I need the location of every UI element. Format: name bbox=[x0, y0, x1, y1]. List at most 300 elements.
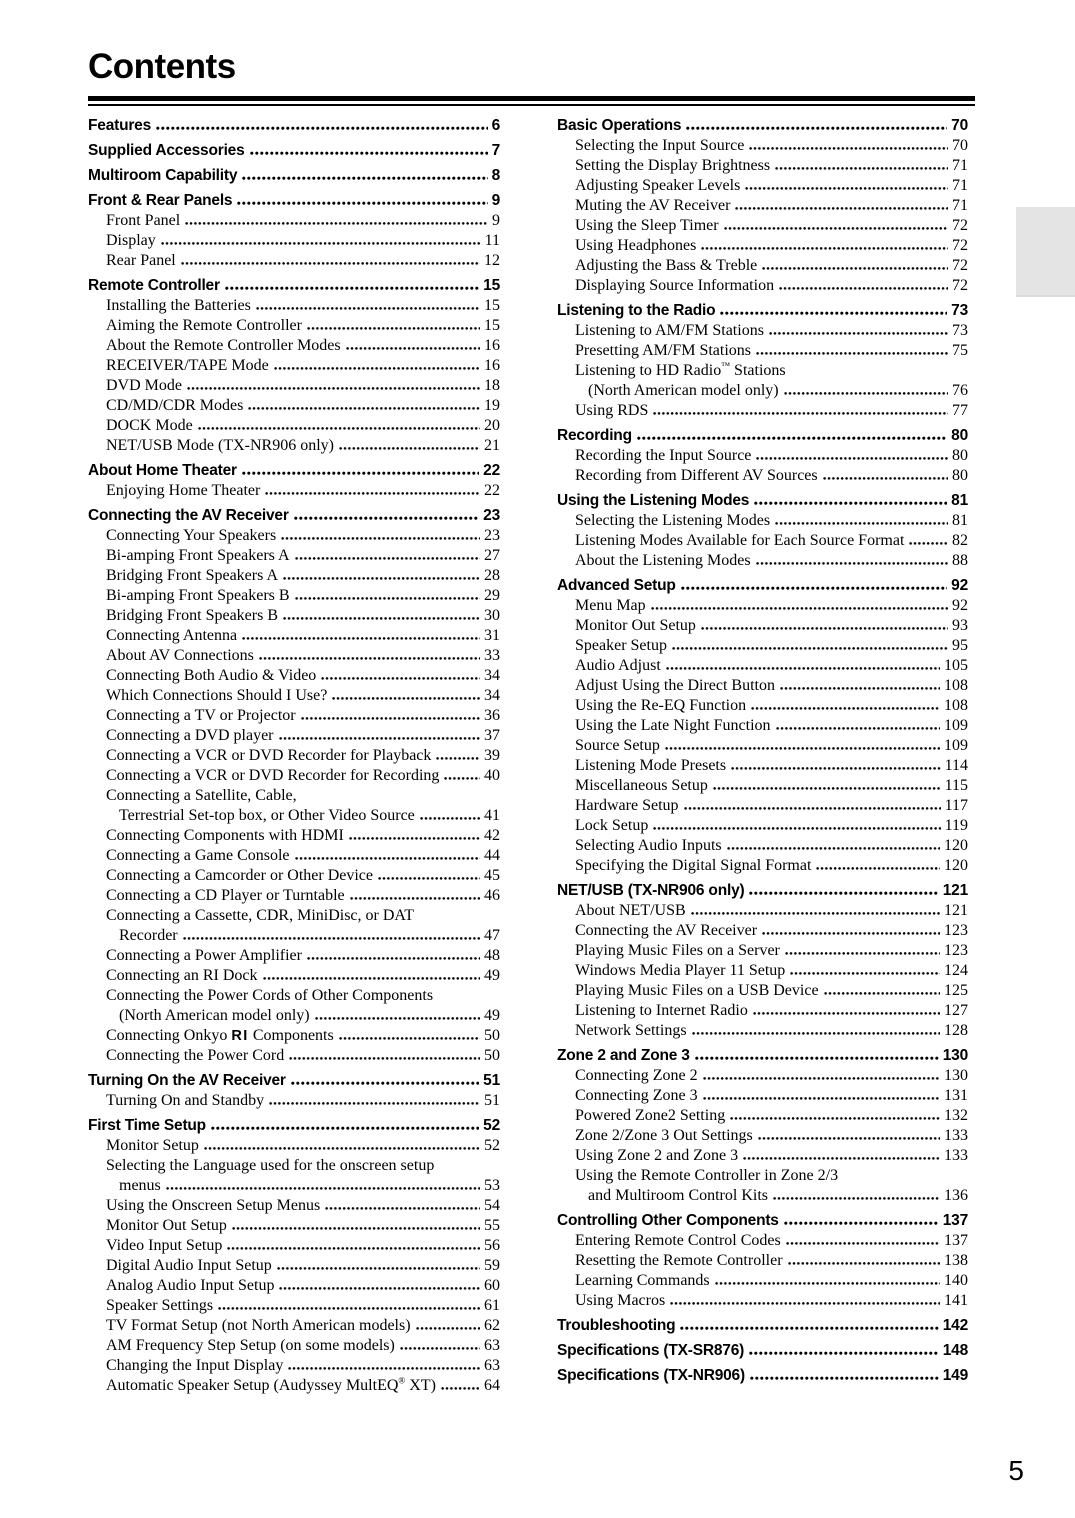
dot-leader bbox=[756, 561, 948, 565]
toc-entry-label: Lock Setup bbox=[575, 817, 649, 834]
toc-entry-label: Changing the Input Display bbox=[106, 1357, 284, 1374]
toc-section-heading-label: Turning On the AV Receiver bbox=[88, 1072, 286, 1089]
dot-leader bbox=[211, 1126, 479, 1130]
toc-entry bbox=[88, 966, 500, 986]
toc-entry-page: 93 bbox=[952, 617, 968, 634]
toc-entry-page: 125 bbox=[944, 982, 968, 999]
dot-leader bbox=[166, 1186, 480, 1190]
toc-entry-page: 44 bbox=[484, 847, 500, 864]
toc-entry bbox=[88, 1276, 500, 1296]
toc-entry-label: Connecting an RI Dock bbox=[106, 967, 258, 984]
toc-entry-label: Connecting Your Speakers bbox=[106, 527, 277, 544]
toc-entry-page: 64 bbox=[484, 1377, 500, 1394]
toc-entry-page: 81 bbox=[952, 512, 968, 529]
toc-entry-label: Using Macros bbox=[575, 1292, 666, 1309]
toc-entry-label: Displaying Source Information bbox=[575, 277, 775, 294]
dot-leader bbox=[332, 696, 480, 700]
dot-leader bbox=[198, 426, 480, 430]
toc-entry bbox=[557, 1106, 968, 1126]
dot-leader bbox=[204, 1146, 480, 1150]
dot-leader bbox=[790, 971, 940, 975]
toc-entry-page: 72 bbox=[952, 277, 968, 294]
dot-leader bbox=[681, 586, 948, 590]
toc-entry-label: Recording from Different AV Sources bbox=[575, 467, 818, 484]
toc-entry-page: 29 bbox=[484, 587, 500, 604]
toc-entry-page: 108 bbox=[944, 697, 968, 714]
toc-entry-page: 62 bbox=[484, 1317, 500, 1334]
toc-section-heading-label: Controlling Other Components bbox=[557, 1212, 779, 1229]
toc-entry-page: 117 bbox=[944, 797, 968, 814]
toc-section-heading-label: Zone 2 and Zone 3 bbox=[557, 1047, 690, 1064]
toc-section-heading bbox=[88, 276, 500, 296]
toc-entry bbox=[88, 666, 500, 686]
toc-entry-label: Analog Audio Input Setup bbox=[106, 1277, 275, 1294]
toc-section-heading-label: Specifications (TX-SR876) bbox=[557, 1342, 745, 1359]
toc-entry-label: Zone 2/Zone 3 Out Settings bbox=[575, 1127, 753, 1144]
toc-entry-page: 34 bbox=[484, 667, 500, 684]
toc-entry-label: Display bbox=[106, 232, 156, 249]
toc-entry-label: Playing Music Files on a Server bbox=[575, 942, 780, 959]
dot-leader bbox=[684, 806, 941, 810]
dot-leader bbox=[274, 366, 480, 370]
toc-entry bbox=[557, 616, 968, 636]
toc-entry-label: Selecting the Language used for the onscreen setup bbox=[106, 1157, 435, 1174]
toc-entry bbox=[557, 1251, 968, 1271]
toc-entry-continuation bbox=[88, 926, 500, 946]
dot-leader bbox=[250, 151, 488, 155]
toc-entry-continuation bbox=[88, 1176, 500, 1196]
dot-leader bbox=[301, 716, 480, 720]
dot-leader bbox=[816, 866, 940, 870]
toc-entry-label: Network Settings bbox=[575, 1022, 687, 1039]
toc-entry-label: Bridging Front Speakers B bbox=[106, 607, 278, 624]
dot-leader bbox=[695, 1056, 939, 1060]
toc-section-heading bbox=[88, 141, 500, 161]
dot-leader bbox=[780, 686, 940, 690]
toc-entry-label: Connecting a DVD player bbox=[106, 727, 274, 744]
toc-entry bbox=[88, 336, 500, 356]
dot-leader bbox=[637, 436, 947, 440]
toc-section bbox=[88, 1071, 500, 1111]
toc-section-heading-label: Basic Operations bbox=[557, 117, 682, 134]
toc-entry-label: TV Format Setup (not North American models) bbox=[106, 1317, 411, 1334]
toc-entry-label: Connecting Antenna bbox=[106, 627, 238, 644]
toc-entry-page: 50 bbox=[484, 1047, 500, 1064]
dot-leader bbox=[735, 206, 948, 210]
toc-entry-page: 63 bbox=[484, 1337, 500, 1354]
toc-entry-page: 114 bbox=[944, 757, 968, 774]
dot-leader bbox=[672, 646, 948, 650]
toc-section bbox=[557, 576, 968, 876]
toc-entry bbox=[557, 551, 968, 571]
title-rule-thin bbox=[88, 104, 975, 106]
toc-entry bbox=[88, 846, 500, 866]
toc-entry-label: Entering Remote Control Codes bbox=[575, 1232, 781, 1249]
toc-section-heading bbox=[557, 1366, 968, 1386]
toc-entry bbox=[88, 626, 500, 646]
toc-entry bbox=[557, 961, 968, 981]
toc-entry-page: 132 bbox=[944, 1107, 968, 1124]
toc-entry-continuation-page: 49 bbox=[484, 1007, 500, 1024]
toc-entry-label: DVD Mode bbox=[106, 377, 182, 394]
toc-section-heading-page: 7 bbox=[491, 142, 500, 159]
toc-section-heading-page: 22 bbox=[483, 462, 500, 479]
toc-entry-page: 71 bbox=[952, 157, 968, 174]
toc-section-heading-label: Remote Controller bbox=[88, 277, 220, 294]
dot-leader bbox=[416, 1326, 480, 1330]
dot-leader bbox=[283, 576, 480, 580]
toc-section-heading-label: Advanced Setup bbox=[557, 577, 676, 594]
dot-leader bbox=[701, 246, 948, 250]
toc-entry-label: Connecting Onkyo RI Components bbox=[106, 1027, 334, 1044]
toc-entry-page: 39 bbox=[484, 747, 500, 764]
toc-entry-label: Recording the Input Source bbox=[575, 447, 752, 464]
toc-section-heading-page: 121 bbox=[942, 882, 968, 899]
toc-section-heading-label: Recording bbox=[557, 427, 632, 444]
toc-entry bbox=[557, 816, 968, 836]
dot-leader bbox=[730, 1116, 940, 1120]
toc-entry-page: 31 bbox=[484, 627, 500, 644]
dot-leader bbox=[758, 1136, 940, 1140]
toc-entry-page: 92 bbox=[952, 597, 968, 614]
dot-leader bbox=[441, 1386, 480, 1390]
dot-leader bbox=[295, 856, 480, 860]
dot-leader bbox=[350, 896, 480, 900]
toc-section-heading-label: Features bbox=[88, 117, 152, 134]
dot-leader bbox=[653, 826, 940, 830]
toc-entry-label: Source Setup bbox=[575, 737, 660, 754]
toc-section-heading bbox=[557, 1316, 968, 1336]
toc-entry-page: 63 bbox=[484, 1357, 500, 1374]
dot-leader bbox=[185, 221, 488, 225]
toc-entry-page: 120 bbox=[944, 837, 968, 854]
toc-entry bbox=[88, 296, 500, 316]
toc-entry-label: Digital Audio Input Setup bbox=[106, 1257, 272, 1274]
dot-leader bbox=[161, 241, 481, 245]
dot-leader bbox=[307, 326, 480, 330]
toc-entry bbox=[557, 656, 968, 676]
toc-entry-label: Connecting Components with HDMI bbox=[106, 827, 344, 844]
toc-entry-continuation bbox=[88, 806, 500, 826]
toc-section-heading bbox=[88, 166, 500, 186]
toc-entry-label: Aiming the Remote Controller bbox=[106, 317, 302, 334]
dot-leader bbox=[751, 706, 940, 710]
toc-entry-page: 123 bbox=[944, 942, 968, 959]
toc-entry-page: 37 bbox=[484, 727, 500, 744]
toc-entry-label: About the Listening Modes bbox=[575, 552, 751, 569]
toc-entry bbox=[557, 676, 968, 696]
trademark-symbol: ® bbox=[398, 1375, 406, 1386]
toc-entry bbox=[88, 251, 500, 271]
toc-entry-continuation-page: 47 bbox=[484, 927, 500, 944]
toc-entry-label: RECEIVER/TAPE Mode bbox=[106, 357, 269, 374]
dot-leader bbox=[269, 1101, 480, 1105]
toc-entry bbox=[557, 1166, 968, 1186]
toc-entry-label: Muting the AV Receiver bbox=[575, 197, 731, 214]
dot-leader bbox=[444, 776, 480, 780]
toc-entry-continuation bbox=[557, 1186, 968, 1206]
toc-entry bbox=[557, 796, 968, 816]
toc-entry-label: Miscellaneous Setup bbox=[575, 777, 708, 794]
toc-section bbox=[557, 881, 968, 1041]
dot-leader bbox=[823, 476, 948, 480]
toc-entry-label: Using the Re-EQ Function bbox=[575, 697, 747, 714]
toc-entry bbox=[557, 466, 968, 486]
toc-entry-label: Listening Modes Available for Each Source Format bbox=[575, 532, 905, 549]
toc-entry bbox=[88, 906, 500, 926]
dot-leader bbox=[686, 126, 947, 130]
toc-entry-page: 80 bbox=[952, 447, 968, 464]
dot-leader bbox=[749, 891, 938, 895]
toc-entry bbox=[88, 211, 500, 231]
toc-entry bbox=[88, 566, 500, 586]
toc-entry-label: Listening Mode Presets bbox=[575, 757, 727, 774]
toc-section-heading bbox=[557, 116, 968, 136]
dot-leader bbox=[775, 521, 948, 525]
toc-entry-label: Connecting a VCR or DVD Recorder for Playback bbox=[106, 747, 432, 764]
toc-entry bbox=[557, 256, 968, 276]
toc-entry bbox=[557, 856, 968, 876]
toc-entry-page: 72 bbox=[952, 237, 968, 254]
toc-section bbox=[557, 1341, 968, 1361]
dot-leader bbox=[788, 1261, 940, 1265]
toc-entry bbox=[88, 866, 500, 886]
toc-section-heading-page: 137 bbox=[942, 1212, 968, 1229]
dot-leader bbox=[692, 1031, 940, 1035]
toc-entry bbox=[557, 1126, 968, 1146]
toc-section bbox=[557, 116, 968, 296]
dot-leader bbox=[724, 226, 948, 230]
toc-section-heading-page: 142 bbox=[942, 1317, 968, 1334]
toc-entry bbox=[557, 716, 968, 736]
toc-entry-page: 109 bbox=[944, 737, 968, 754]
toc-entry-label: NET/USB Mode (TX-NR906 only) bbox=[106, 437, 334, 454]
toc-entry bbox=[88, 416, 500, 436]
dot-leader bbox=[436, 756, 480, 760]
toc-section-heading bbox=[88, 1116, 500, 1136]
dot-leader bbox=[653, 411, 948, 415]
toc-entry-page: 11 bbox=[484, 232, 500, 249]
toc-entry bbox=[557, 696, 968, 716]
toc-entry-page: 77 bbox=[952, 402, 968, 419]
toc-entry-page: 16 bbox=[484, 357, 500, 374]
toc-entry bbox=[557, 1001, 968, 1021]
toc-section-heading-page: 148 bbox=[942, 1342, 968, 1359]
toc-entry-page: 80 bbox=[952, 467, 968, 484]
toc-entry-label: Speaker Settings bbox=[106, 1297, 214, 1314]
toc-entry-page: 88 bbox=[952, 552, 968, 569]
toc-entry-page: 16 bbox=[484, 337, 500, 354]
toc-entry bbox=[88, 1026, 500, 1046]
toc-section-heading-label: First Time Setup bbox=[88, 1117, 206, 1134]
toc-entry bbox=[88, 1316, 500, 1336]
toc-entry-label: Video Input Setup bbox=[106, 1237, 223, 1254]
toc-section bbox=[88, 166, 500, 186]
toc-entry-label: Connecting the AV Receiver bbox=[575, 922, 758, 939]
toc-section-heading bbox=[557, 1341, 968, 1361]
toc-entry bbox=[88, 1236, 500, 1256]
toc-entry-label: Listening to Internet Radio bbox=[575, 1002, 748, 1019]
dot-leader bbox=[315, 1016, 480, 1020]
dot-leader bbox=[762, 266, 948, 270]
dot-leader bbox=[776, 726, 940, 730]
toc-entry bbox=[88, 766, 500, 786]
dot-leader bbox=[749, 1351, 939, 1355]
toc-entry-label: Using Zone 2 and Zone 3 bbox=[575, 1147, 739, 1164]
toc-entry bbox=[88, 1296, 500, 1316]
trademark-symbol: ™ bbox=[721, 360, 731, 371]
toc-entry-label: Using the Sleep Timer bbox=[575, 217, 719, 234]
toc-entry-label: Powered Zone2 Setting bbox=[575, 1107, 726, 1124]
dot-leader bbox=[727, 846, 940, 850]
toc-entry-page: 48 bbox=[484, 947, 500, 964]
toc-entry bbox=[557, 1271, 968, 1291]
toc-entry-label: Speaker Setup bbox=[575, 637, 667, 654]
toc-entry-label: Listening to HD Radio™ Stations bbox=[575, 360, 786, 379]
toc-section bbox=[557, 1046, 968, 1206]
dot-leader bbox=[181, 261, 480, 265]
page-number: 5 bbox=[1008, 1455, 1024, 1486]
toc-entry-continuation-page: 53 bbox=[484, 1177, 500, 1194]
dot-leader bbox=[295, 596, 480, 600]
dot-leader bbox=[346, 346, 480, 350]
toc-entry-page: 119 bbox=[944, 817, 968, 834]
toc-entry bbox=[88, 1156, 500, 1176]
toc-section-heading-page: 8 bbox=[491, 167, 500, 184]
dot-leader bbox=[242, 176, 487, 180]
dot-leader bbox=[325, 1206, 480, 1210]
toc-entry-page: 82 bbox=[952, 532, 968, 549]
toc-entry-label: Using the Remote Controller in Zone 2/3 bbox=[575, 1167, 839, 1184]
title-rule-thick bbox=[88, 96, 975, 101]
toc-entry-label: Bi-amping Front Speakers B bbox=[106, 587, 290, 604]
toc-entry-page: 141 bbox=[944, 1292, 968, 1309]
toc-entry-page: 34 bbox=[484, 687, 500, 704]
toc-entry-label: Connecting Zone 3 bbox=[575, 1087, 698, 1104]
dot-leader bbox=[756, 456, 948, 460]
toc-section bbox=[557, 1366, 968, 1386]
toc-entry-label: Presetting AM/FM Stations bbox=[575, 342, 752, 359]
toc-entry bbox=[557, 901, 968, 921]
toc-section bbox=[88, 506, 500, 1066]
dot-leader bbox=[294, 516, 480, 520]
toc-entry bbox=[88, 686, 500, 706]
toc-entry-continuation-label: (North American model only) bbox=[588, 382, 779, 399]
toc-entry bbox=[557, 636, 968, 656]
toc-entry-page: 21 bbox=[484, 437, 500, 454]
toc-entry bbox=[88, 946, 500, 966]
toc-entry bbox=[557, 156, 968, 176]
dot-leader bbox=[339, 446, 480, 450]
toc-entry bbox=[557, 756, 968, 776]
dot-leader bbox=[242, 471, 479, 475]
dot-leader bbox=[775, 166, 948, 170]
toc-entry-label: Connecting a Camcorder or Other Device bbox=[106, 867, 374, 884]
toc-entry-continuation-label: Terrestrial Set-top box, or Other Video Source bbox=[119, 807, 415, 824]
toc-entry-page: 9 bbox=[492, 212, 500, 229]
toc-entry-page: 12 bbox=[484, 252, 500, 269]
toc-entry-label: Front Panel bbox=[106, 212, 181, 229]
toc-entry bbox=[88, 376, 500, 396]
toc-entry bbox=[88, 746, 500, 766]
dot-leader bbox=[651, 606, 948, 610]
toc-entry bbox=[557, 136, 968, 156]
toc-entry bbox=[557, 836, 968, 856]
toc-entry bbox=[557, 1291, 968, 1311]
toc-entry bbox=[88, 481, 500, 501]
toc-entry-page: 33 bbox=[484, 647, 500, 664]
toc-entry-page: 27 bbox=[484, 547, 500, 564]
toc-entry bbox=[557, 321, 968, 341]
toc-entry bbox=[88, 986, 500, 1006]
toc-section-heading-label: Front & Rear Panels bbox=[88, 192, 233, 209]
toc-entry-continuation-label: menus bbox=[119, 1177, 161, 1194]
toc-section bbox=[88, 276, 500, 456]
toc-entry bbox=[557, 446, 968, 466]
toc-entry bbox=[557, 1146, 968, 1166]
toc-entry-label: Automatic Speaker Setup (Audyssey MultEQ® XT) bbox=[106, 1375, 436, 1394]
toc-column-left bbox=[88, 116, 500, 1396]
toc-entry-page: 140 bbox=[944, 1272, 968, 1289]
toc-entry-page: 56 bbox=[484, 1237, 500, 1254]
toc-entry-label: Resetting the Remote Controller bbox=[575, 1252, 783, 1269]
dot-leader bbox=[321, 676, 480, 680]
toc-entry-continuation bbox=[88, 1006, 500, 1026]
toc-entry-label: CD/MD/CDR Modes bbox=[106, 397, 244, 414]
toc-entry-page: 130 bbox=[944, 1067, 968, 1084]
toc-entry-page: 105 bbox=[944, 657, 968, 674]
dot-leader bbox=[307, 956, 480, 960]
toc-entry-page: 121 bbox=[944, 902, 968, 919]
toc-entry-page: 127 bbox=[944, 1002, 968, 1019]
toc-entry-label: Connecting Zone 2 bbox=[575, 1067, 698, 1084]
toc-entry-label: Connecting Both Audio & Video bbox=[106, 667, 317, 684]
toc-entry bbox=[88, 706, 500, 726]
toc-entry-label: Selecting the Listening Modes bbox=[575, 512, 771, 529]
toc-entry-page: 55 bbox=[484, 1217, 500, 1234]
toc-entry-label: Connecting a Cassette, CDR, MiniDisc, or DAT bbox=[106, 907, 414, 924]
toc-section bbox=[88, 191, 500, 271]
toc-section-heading-label: NET/USB (TX-NR906 only) bbox=[557, 882, 745, 899]
toc-entry-label: Monitor Setup bbox=[106, 1137, 199, 1154]
toc-entry-label: Which Connections Should I Use? bbox=[106, 687, 328, 704]
toc-entry bbox=[557, 921, 968, 941]
toc-entry-label: Turning On and Standby bbox=[106, 1092, 265, 1109]
toc-entry-label: Playing Music Files on a USB Device bbox=[575, 982, 819, 999]
toc-entry-page: 133 bbox=[944, 1127, 968, 1144]
toc-entry-page: 50 bbox=[484, 1027, 500, 1044]
toc-entry-page: 115 bbox=[944, 777, 968, 794]
toc-entry-page: 46 bbox=[484, 887, 500, 904]
chapter-edge-tab bbox=[1016, 207, 1075, 297]
toc-entry-label: Hardware Setup bbox=[575, 797, 679, 814]
dot-leader bbox=[743, 1156, 940, 1160]
toc-entry bbox=[557, 1231, 968, 1251]
toc-entry-label: Connecting the Power Cord bbox=[106, 1047, 285, 1064]
dot-leader bbox=[754, 501, 947, 505]
toc-entry bbox=[88, 1376, 500, 1396]
toc-section-heading-label: About Home Theater bbox=[88, 462, 237, 479]
toc-entry-label: Adjusting the Bass & Treble bbox=[575, 257, 758, 274]
dot-leader bbox=[420, 816, 480, 820]
toc-entry-page: 49 bbox=[484, 967, 500, 984]
toc-entry-page: 70 bbox=[952, 137, 968, 154]
toc-section-heading bbox=[88, 1071, 500, 1091]
toc-entry bbox=[88, 606, 500, 626]
dot-leader bbox=[248, 406, 480, 410]
dot-leader bbox=[909, 541, 948, 545]
dot-leader bbox=[277, 1266, 480, 1270]
